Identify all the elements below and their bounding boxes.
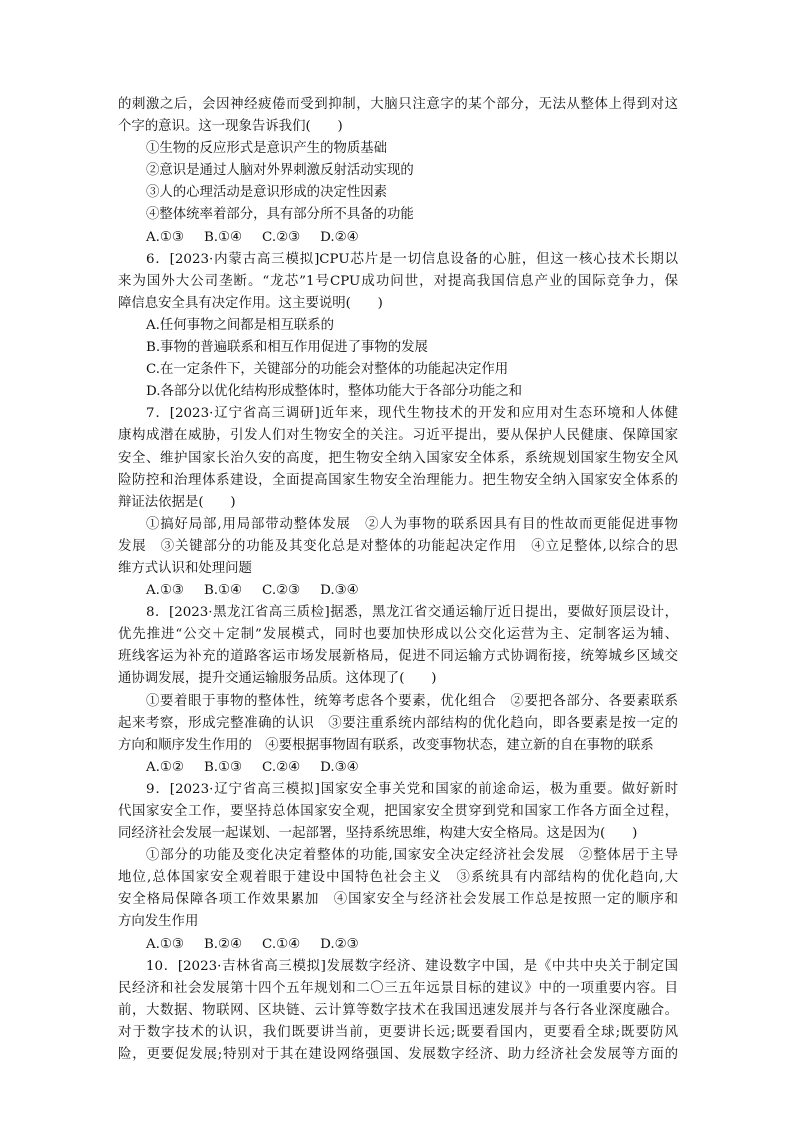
choice-c: C.②④	[262, 759, 301, 775]
question-5-stem-line: 个字的意识。这一现象告诉我们( )	[118, 119, 343, 135]
question-9-statement-line: 方向发生作用	[118, 914, 199, 930]
question-10	[118, 956, 678, 1066]
question-6-stem-line: 障信息安全具有决定作用。这主要说明( )	[118, 295, 383, 311]
choice-d: D.③④	[320, 759, 359, 775]
choice-b: B.①④	[203, 229, 243, 245]
question-7-stem-line: 险防控和治理体系建设，全面提高国家生物安全治理能力。把生物安全纳入国家安全体系的	[118, 472, 678, 488]
question-5-stem-line: 的刺激之后，会因神经疲倦而受到抑制，大脑只注意字的某个部分，无法从整体上得到对这	[118, 97, 678, 112]
choice-d: D.②③	[320, 936, 359, 952]
question-6-option: D.各部分以优化结构形成整体时，整体功能大于各部分功能之和	[146, 384, 523, 400]
question-9-statement-line: 安全格局保障各项工作效果累加 ④国家安全与经济社会发展工作总是按照一定的顺序和	[118, 892, 678, 908]
question-6-stem-line: 6．[2023·内蒙古高三模拟]CPU芯片是一切信息设备的心脏，但这一核心技术长期以	[146, 251, 678, 267]
question-9-stem-line: 同经济社会发展一起谋划、一起部署，坚持系统思维，构建大安全格局。这是因为( )	[118, 826, 638, 842]
question-9-stem-line: 9．[2023·辽宁省高三模拟]国家安全事关党和国家的前途命运，极为重要。做好新时	[146, 781, 678, 797]
question-7-stem-line: 康构成潜在威胁，引发人们对生物安全的关注。习近平提出，要从保护人民健康、保障国家	[118, 428, 678, 444]
question-5-choices	[118, 227, 678, 249]
question-7-statement-line: 发展 ③关键部分的功能及其变化总是对整体的功能起决定作用 ④立足整体,以综合的思	[118, 538, 678, 554]
question-8-statement-line: 起来考察，形成完整准确的认识 ③要注重系统内部结构的优化趋向，即各要素是按一定的	[118, 715, 678, 731]
question-9	[118, 779, 678, 956]
question-7-stem-line: 安全、维护国家长治久安的高度，把生物安全纳入国家安全体系，系统规划国家生物安全风	[118, 450, 678, 466]
question-9-stem-line: 代国家安全工作，要坚持总体国家安全观，把国家安全贯穿到党和国家工作各方面全过程，	[118, 804, 678, 819]
choice-a: A.①②	[146, 759, 184, 775]
question-8-stem-line: 通协调发展，提升交通运输服务品质。这体现了( )	[118, 671, 437, 687]
question-7-stem-line: 7．[2023·辽宁省高三调研]近年来，现代生物技术的开发和应用对生态环境和人体健	[146, 406, 678, 422]
question-7-statement-line: 维方式认识和处理问题	[118, 560, 252, 576]
question-8-statement-line: ①要着眼于事物的整体性，统筹考虑各个要素，优化组合 ②要把各部分、各要素联系	[146, 693, 678, 709]
choice-a: A.①③	[146, 229, 184, 245]
question-5	[118, 94, 678, 249]
question-8-choices	[118, 757, 678, 779]
question-6	[118, 249, 678, 404]
question-6-option: B.事物的普遍联系和相互作用促进了事物的发展	[146, 340, 428, 356]
question-5-option: ③人的心理活动是意识形成的决定性因素	[146, 185, 388, 201]
choice-a: A.①③	[146, 583, 184, 599]
choice-a: A.①③	[146, 936, 184, 952]
document-page	[118, 94, 678, 1066]
question-10-stem-line: 民经济和社会发展第十四个五年规划和二〇三五年远景目标的建议》中的一项重要内容。目	[118, 980, 678, 996]
choice-b: B.②④	[203, 936, 243, 952]
choice-b: B.①④	[203, 583, 243, 599]
choice-d: D.③④	[320, 583, 359, 599]
question-9-statement-line: 地位,总体国家安全观着眼于建设中国特色社会主义 ③系统具有内部结构的优化趋向,大	[118, 870, 678, 886]
choice-d: D.②④	[320, 229, 359, 245]
choice-c: C.①④	[262, 936, 301, 952]
question-10-stem-line: 10．[2023·吉林省高三模拟]发展数字经济、建设数字中国，是《中共中央关于制定国	[146, 958, 678, 974]
question-10-stem-line: 前，大数据、物联网、区块链、云计算等数字技术在我国迅速发展并与各行各业深度融合。	[118, 1002, 678, 1018]
question-5-option: ④整体统率着部分，具有部分所不具备的功能	[146, 207, 414, 223]
choice-c: C.②③	[262, 583, 301, 599]
question-5-option: ②意识是通过人脑对外界刺激反射活动实现的	[146, 163, 414, 179]
question-6-option: C.在一定条件下，关键部分的功能会对整体的功能起决定作用	[146, 362, 509, 378]
choice-b: B.①③	[203, 759, 243, 775]
question-9-statement-line: ①部分的功能及变化决定着整体的功能,国家安全决定经济社会发展 ②整体居于主导	[146, 848, 678, 864]
question-10-stem-line: 对于数字技术的认识，我们既要讲当前，更要讲长远;既要看国内，更要看全球;既要防风	[118, 1024, 678, 1040]
question-10-stem-line: 险，更要促发展;特别对于其在建设网络强国、发展数字经济、助力经济社会发展等方面的	[118, 1047, 678, 1063]
question-8-statement-line: 方向和顺序发生作用的 ④要根据事物固有联系，改变事物状态，建立新的自在事物的联系	[118, 737, 654, 753]
question-7-statement-line: ①搞好局部,用局部带动整体发展 ②人为事物的联系因具有目的性故而更能促进事物	[146, 516, 678, 532]
question-8-stem-line: 班线客运为补充的道路客运市场发展新格局，促进不同运输方式协调衔接，统筹城乡区域交	[118, 649, 678, 665]
question-8-stem-line: 8．[2023·黑龙江省高三质检]据悉，黑龙江省交通运输厅近日提出，要做好顶层设计，	[146, 605, 678, 621]
question-8	[118, 602, 678, 779]
question-5-option: ①生物的反应形式是意识产生的物质基础	[146, 141, 388, 157]
question-9-choices	[118, 934, 678, 956]
question-6-option: A.任何事物之间都是相互联系的	[146, 317, 335, 333]
question-7	[118, 403, 678, 602]
question-7-stem-line: 辩证法依据是( )	[118, 494, 236, 510]
question-8-stem-line: 优先推进“公交＋定制”发展模式，同时也要加快形成以公交化运营为主、定制客运为辅、	[118, 627, 678, 643]
question-6-stem-line: 来为国外大公司垄断。“龙芯”1号CPU成功问世，对提高我国信息产业的国际竞争力，保	[118, 273, 678, 289]
question-7-choices	[118, 580, 678, 602]
choice-c: C.②③	[262, 229, 301, 245]
